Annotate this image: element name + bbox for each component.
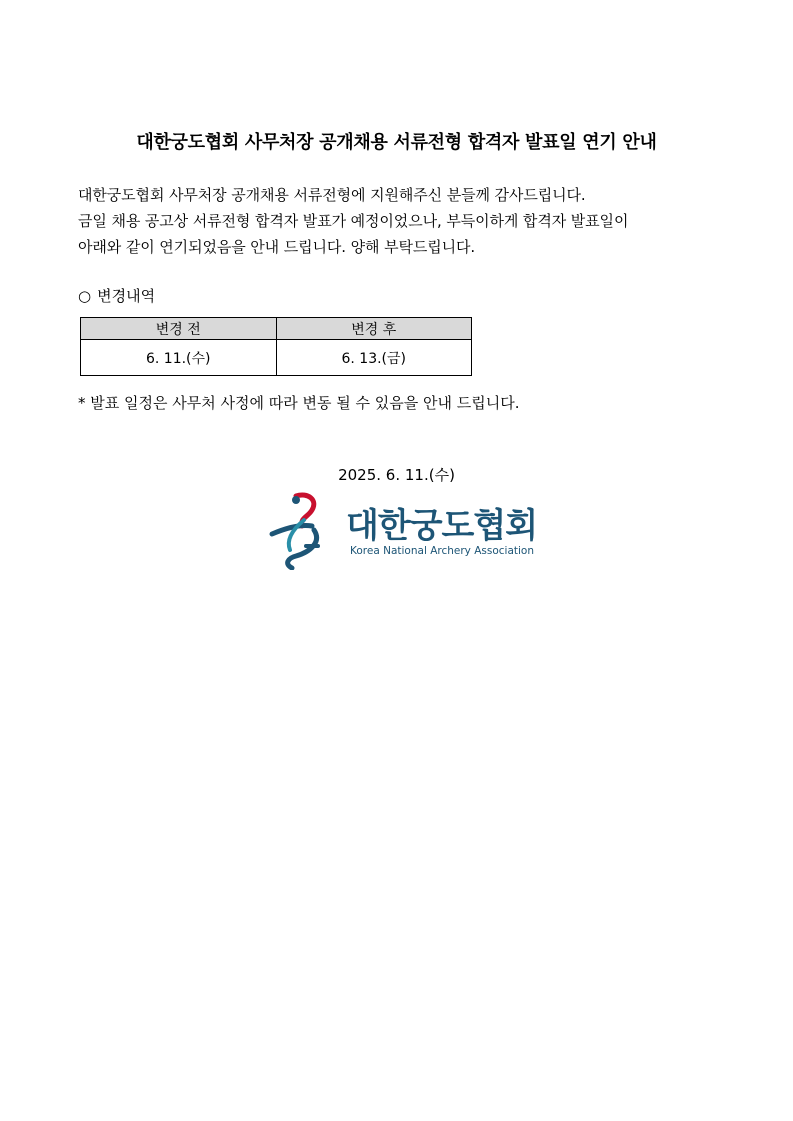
section-heading [78,286,155,306]
table-row [81,340,472,376]
body-line: 아래와 같이 연기되었음을 안내 드립니다. 양해 부탁드립니다. [78,238,476,256]
body-line: 금일 채용 공고상 서류전형 합격자 발표가 예정이었으나, 부득이하게 합격자 발표일이 [78,212,629,230]
cell-after-date: 6. 13.(금) [276,340,472,376]
logo-name: 대한궁도협회 [346,506,538,546]
section-heading-label: 변경내역 [97,287,156,305]
body-paragraph [78,182,738,260]
association-logo [266,490,536,570]
document-title: 대한궁도협회 사무처장 공개채용 서류전형 합격자 발표일 연기 안내 [136,132,657,153]
table-header-row [81,318,472,340]
document-date: 2025. 6. 11.(수) [338,466,455,484]
schedule-note: * 발표 일정은 사무처 사정에 따라 변동 될 수 있음을 안내 드립니다. [78,394,520,412]
change-table [80,317,472,376]
header-before: 변경 전 [81,318,277,340]
archer-emblem-icon [266,490,346,570]
cell-before-date: 6. 11.(수) [81,340,277,376]
circle-bullet-icon: ○ [78,287,92,305]
header-after: 변경 후 [276,318,472,340]
body-line: 대한궁도협회 사무처장 공개채용 서류전형에 지원해주신 분들께 감사드립니다. [78,186,586,204]
logo-subtitle: Korea National Archery Association [350,545,535,557]
